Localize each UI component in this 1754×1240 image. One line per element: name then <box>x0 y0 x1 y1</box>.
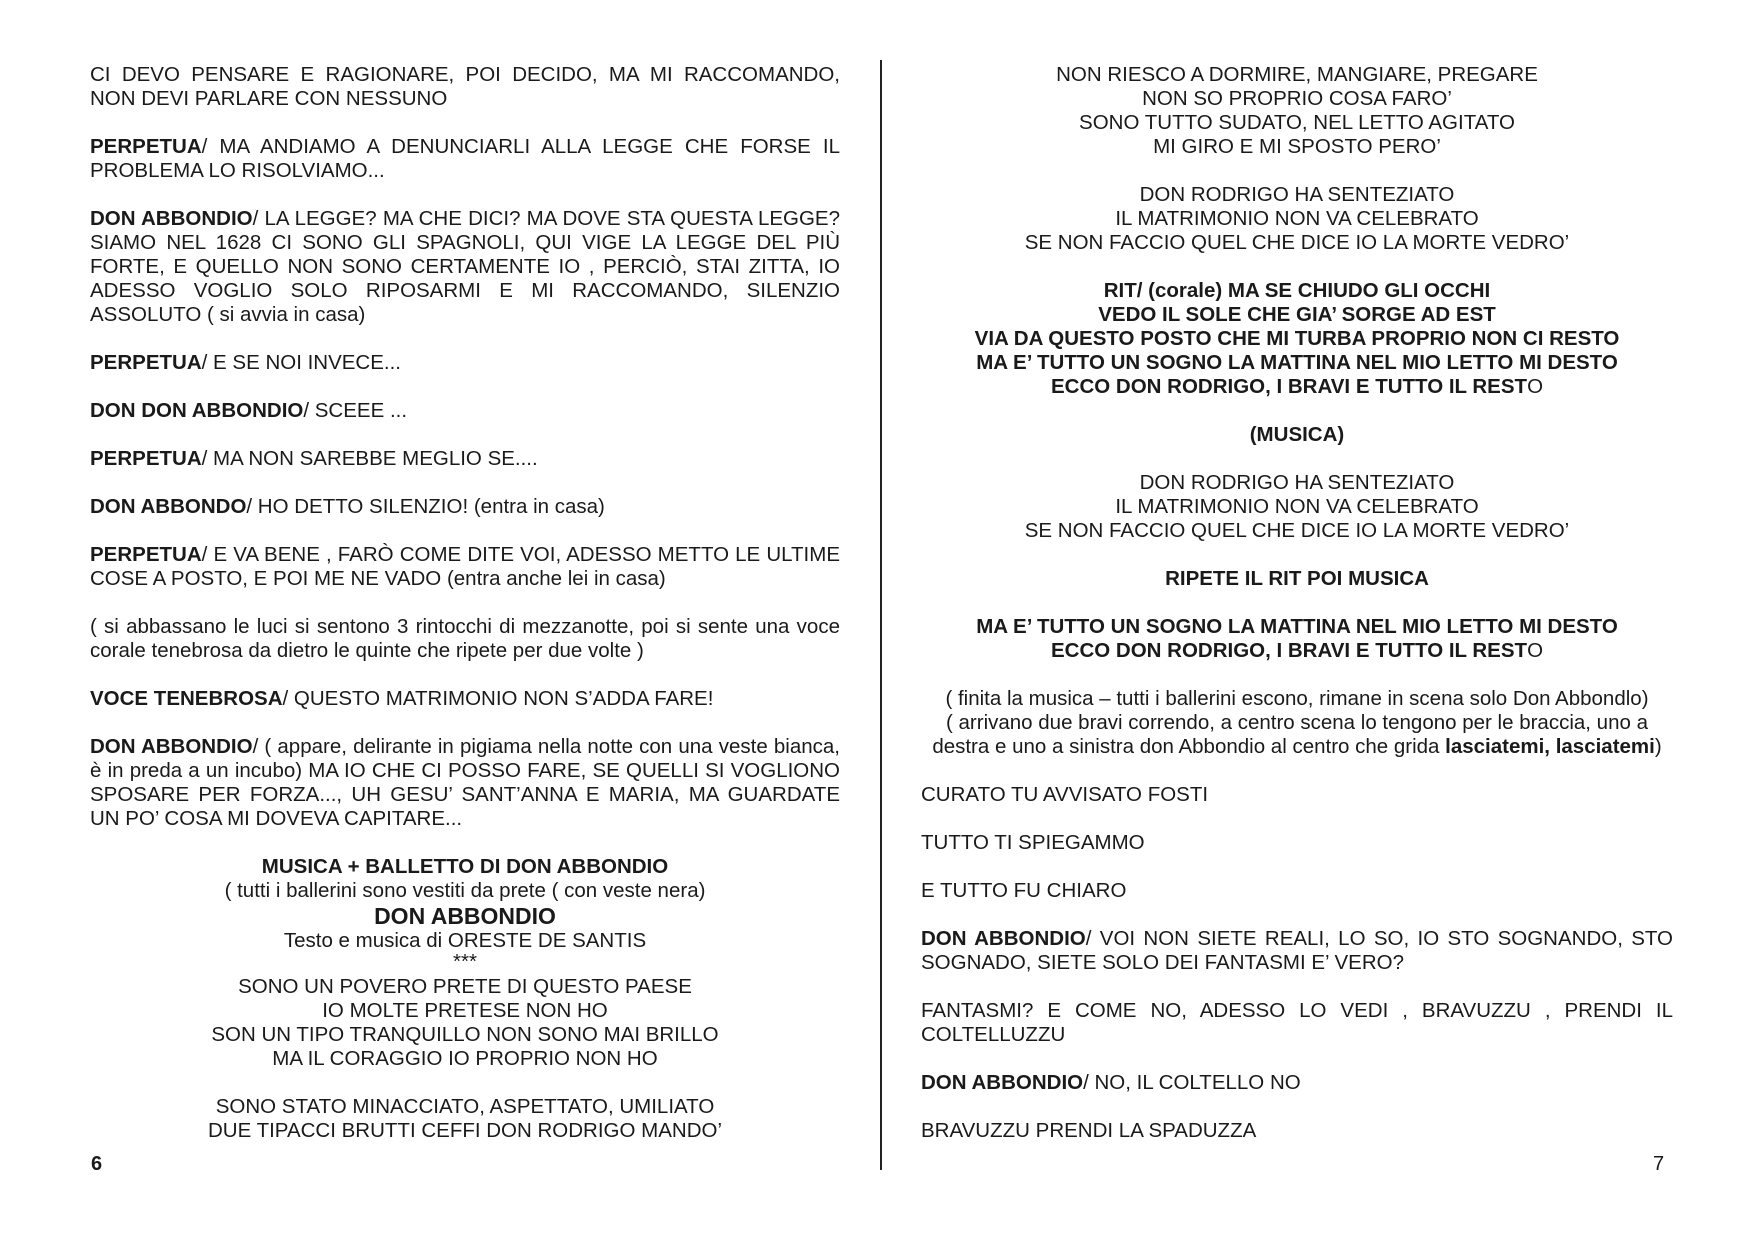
paragraph: E TUTTO FU CHIARO <box>921 879 1127 902</box>
verse-line: IL MATRIMONIO NON VA CELEBRATO <box>1115 207 1479 230</box>
right-page <box>921 63 1673 1167</box>
verse-line: SON UN TIPO TRANQUILLO NON SONO MAI BRILLO <box>211 1023 719 1046</box>
song-credit: Testo e musica di ORESTE DE SANTIS <box>283 929 647 952</box>
dialogue-text: / HO DETTO SILENZIO! (entra in casa) <box>246 495 605 518</box>
verse-line: DON RODRIGO HA SENTEZIATO <box>1139 471 1455 494</box>
speaker-name: PERPETUA <box>90 351 202 374</box>
stage-shout: lasciatemi, lasciatemi <box>1445 735 1655 758</box>
dialogue-text: / MA NON SAREBBE MEGLIO SE.... <box>201 447 538 470</box>
stage-text: destra e uno a sinistra don Abbondio al centro che grida <box>932 735 1446 758</box>
verse-line: IL MATRIMONIO NON VA CELEBRATO <box>1115 495 1479 518</box>
stage-line: ( finita la musica – tutti i ballerini escono, rimane in scena solo Don Abbondlo) <box>945 687 1649 710</box>
paragraph: CURATO TU AVVISATO FOSTI <box>921 783 1209 806</box>
chorus-line-end: O <box>1527 375 1544 398</box>
dialogue-text: / E SE NOI INVECE... <box>201 351 401 374</box>
dialogue-line <box>90 687 840 711</box>
verse-line: DON RODRIGO HA SENTEZIATO <box>1139 183 1455 206</box>
speaker-name: PERPETUA <box>90 135 202 158</box>
dialogue-line <box>90 207 840 327</box>
dialogue-text: / E VA BENE , FARÒ COME DITE VOI, ADESSO METTO LE ULTIME COSE A POSTO, E POI ME NE VADO (entra anche lei in casa) <box>90 543 840 590</box>
final-lines <box>921 615 1673 663</box>
page-number-left: 6 <box>91 1153 103 1175</box>
verse-line: SE NON FACCIO QUEL CHE DICE IO LA MORTE VEDRO’ <box>1024 231 1570 254</box>
speaker-name: DON ABBONDO <box>90 495 247 518</box>
dialogue-text: / MA ANDIAMO A DENUNCIARLI ALLA LEGGE CHE FORSE IL PROBLEMA LO RISOLVIAMO... <box>90 135 840 182</box>
stage-direction: ( si abbassano le luci si sentono 3 rintocchi di mezzanotte, poi si sente una voce corale tenebrosa da dietro le quinte che ripete per due volte ) <box>90 615 840 662</box>
song-stars: *** <box>453 950 477 973</box>
final-line-end: O <box>1527 639 1544 662</box>
speaker-name: DON ABBONDIO <box>90 207 253 230</box>
song-note: ( tutti i ballerini sono vestiti da prete ( con veste nera) <box>224 879 706 902</box>
chorus-line: VEDO IL SOLE CHE GIA’ SORGE AD EST <box>1098 303 1496 326</box>
verse-line: MA IL CORAGGIO IO PROPRIO NON HO <box>272 1047 658 1070</box>
speaker-name: PERPETUA <box>90 543 202 566</box>
verse-line: SONO TUTTO SUDATO, NEL LETTO AGITATO <box>1079 111 1515 134</box>
verse-line: SONO STATO MINACCIATO, ASPETTATO, UMILIATO <box>215 1095 715 1118</box>
final-line: MA E’ TUTTO UN SOGNO LA MATTINA NEL MIO LETTO MI DESTO <box>976 615 1618 638</box>
speaker-name: DON ABBONDIO <box>921 1071 1084 1094</box>
dialogue-line <box>90 135 840 183</box>
chorus-line: MA E’ TUTTO UN SOGNO LA MATTINA NEL MIO LETTO MI DESTO <box>976 351 1618 374</box>
dialogue-text: / SCEEE ... <box>303 399 408 422</box>
final-line <box>921 639 1673 663</box>
dialogue-line <box>90 399 840 423</box>
verse-line: NON SO PROPRIO COSA FARO’ <box>1142 87 1452 110</box>
paragraph: CI DEVO PENSARE E RAGIONARE, POI DECIDO, MA MI RACCOMANDO, NON DEVI PARLARE CON NESSUNO <box>90 63 840 110</box>
paragraph: BRAVUZZU PRENDI LA SPADUZZA <box>921 1119 1257 1142</box>
dialogue-text: / ( appare, delirante in pigiama nella notte con una veste bianca, è in preda a un incubo) MA IO CHE CI POSSO FARE, SE QUELLI SI VOGLIONO SPOSARE PER FORZA..., UH GESU’ SANT’ANNA E MARIA, MA GUARDATE UN PO’ COSA MI DOVEVA CAPITARE... <box>90 735 840 830</box>
verse-line: DUE TIPACCI BRUTTI CEFFI DON RODRIGO MANDO’ <box>207 1119 723 1142</box>
musica-cue <box>921 423 1673 447</box>
verse-line: IO MOLTE PRETESE NON HO <box>322 999 608 1022</box>
page-number-right: 7 <box>1653 1153 1665 1175</box>
speaker-name: DON DON ABBONDIO <box>90 399 304 422</box>
speaker-name: DON ABBONDIO <box>921 927 1086 950</box>
verse-4 <box>921 183 1673 255</box>
verse-2 <box>90 1095 840 1143</box>
musica-label: (MUSICA) <box>1249 423 1345 446</box>
speaker-name: DON ABBONDIO <box>90 735 253 758</box>
dialogue-line <box>90 735 840 831</box>
verse-line: NON RIESCO A DORMIRE, MANGIARE, PREGARE <box>1056 63 1538 86</box>
verse-line: MI GIRO E MI SPOSTO PERO’ <box>1153 135 1441 158</box>
ripete-cue <box>921 567 1673 591</box>
dialogue-line <box>90 495 840 519</box>
page-divider <box>880 60 882 1170</box>
paragraph: TUTTO TI SPIEGAMMO <box>921 831 1145 854</box>
dialogue-line <box>90 351 840 375</box>
chorus-line-bold: ECCO DON RODRIGO, I BRAVI E TUTTO IL REST <box>1050 375 1528 398</box>
speaker-name: PERPETUA <box>90 447 202 470</box>
chorus <box>921 279 1673 399</box>
dialogue-text: / VOI NON SIETE REALI, LO SO, IO STO SOGNANDO, STO SOGNADO, SIETE SOLO DEI FANTASMI E’ VERO? <box>921 927 1673 974</box>
song-header <box>90 855 840 971</box>
dialogue-text: / QUESTO MATRIMONIO NON S’ADDA FARE! <box>282 687 714 710</box>
dialogue-line <box>921 1071 1673 1095</box>
final-line-bold: ECCO DON RODRIGO, I BRAVI E TUTTO IL REST <box>1050 639 1528 662</box>
verse-line: SONO UN POVERO PRETE DI QUESTO PAESE <box>238 975 692 998</box>
chorus-line <box>921 375 1673 399</box>
stage-end: ) <box>1654 735 1662 758</box>
song-heading: MUSICA + BALLETTO DI DON ABBONDIO <box>261 855 669 878</box>
dialogue-text: / LA LEGGE? MA CHE DICI? MA DOVE STA QUESTA LEGGE? SIAMO NEL 1628 CI SONO GLI SPAGNOLI, QUI VIGE LA LEGGE DEL PIÙ FORTE, E QUELLO NON SONO CERTAMENTE IO , PERCIÒ, STAI ZITTA, IO ADESSO VOGLIO SOLO RIPOSARMI E MI RACCOMANDO, SILENZIO ASSOLUTO ( si avvia in casa) <box>90 207 840 326</box>
verse-1 <box>90 975 840 1071</box>
stage-direction <box>921 687 1673 759</box>
verse-line: SE NON FACCIO QUEL CHE DICE IO LA MORTE VEDRO’ <box>1024 519 1570 542</box>
speaker-name: VOCE TENEBROSA <box>90 687 283 710</box>
paragraph: FANTASMI? E COME NO, ADESSO LO VEDI , BRAVUZZU , PRENDI IL COLTELLUZZU <box>921 999 1673 1046</box>
dialogue-line <box>921 927 1673 975</box>
ripete-label: RIPETE IL RIT POI MUSICA <box>1165 567 1429 590</box>
chorus-line: RIT/ (corale) MA SE CHIUDO GLI OCCHI <box>1103 279 1491 302</box>
song-title: DON ABBONDIO <box>374 903 556 929</box>
verse-3 <box>921 63 1673 159</box>
dialogue-line <box>90 543 840 591</box>
chorus-line: VIA DA QUESTO POSTO CHE MI TURBA PROPRIO NON CI RESTO <box>974 327 1620 350</box>
stage-line: ( arrivano due bravi correndo, a centro scena lo tengono per le braccia, uno a <box>946 711 1648 734</box>
verse-5 <box>921 471 1673 543</box>
stage-line <box>921 735 1673 759</box>
dialogue-line <box>90 447 840 471</box>
dialogue-text: / NO, IL COLTELLO NO <box>1083 1071 1301 1094</box>
left-page <box>90 63 840 1143</box>
